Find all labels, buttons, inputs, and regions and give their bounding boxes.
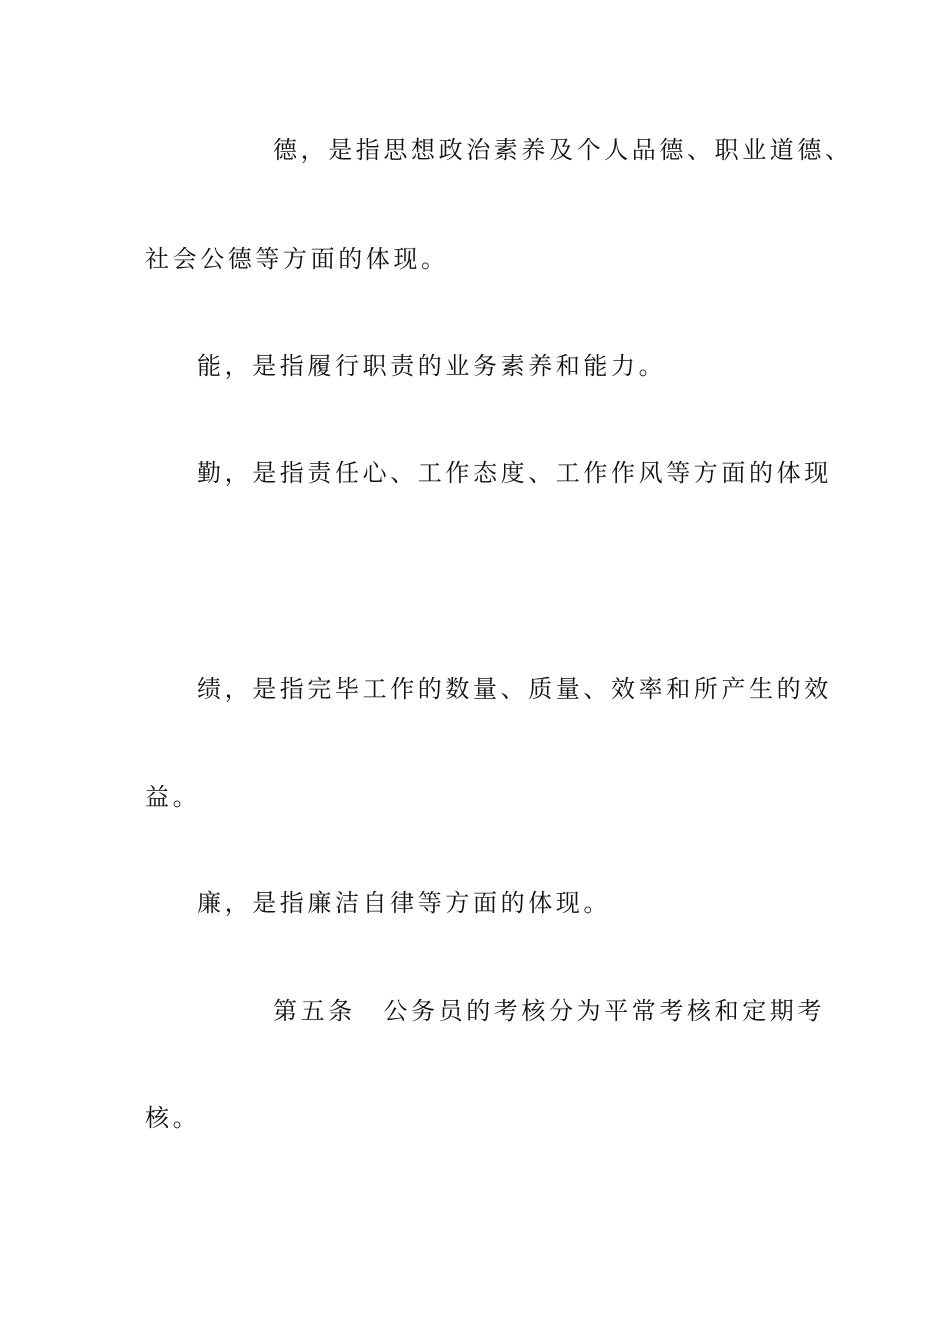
paragraph-de-line-1: 德，是指思想政治素养及个人品德、职业道德、: [273, 136, 853, 164]
paragraph-ji-line-2: 益。: [145, 783, 201, 811]
paragraph-qin: 勤，是指责任心、工作态度、工作作风等方面的体现: [197, 459, 832, 487]
paragraph-ji-line-1: 绩，是指完毕工作的数量、质量、效率和所产生的效: [197, 675, 832, 703]
article-five-line-2: 核。: [145, 1104, 201, 1132]
article-five-line-1: 第五条 公务员的考核分为平常考核和定期考: [273, 997, 825, 1025]
paragraph-de-line-2: 社会公德等方面的体现。: [145, 245, 449, 273]
paragraph-lian: 廉，是指廉洁自律等方面的体现。: [197, 889, 611, 917]
paragraph-neng: 能，是指履行职责的业务素养和能力。: [197, 352, 667, 380]
